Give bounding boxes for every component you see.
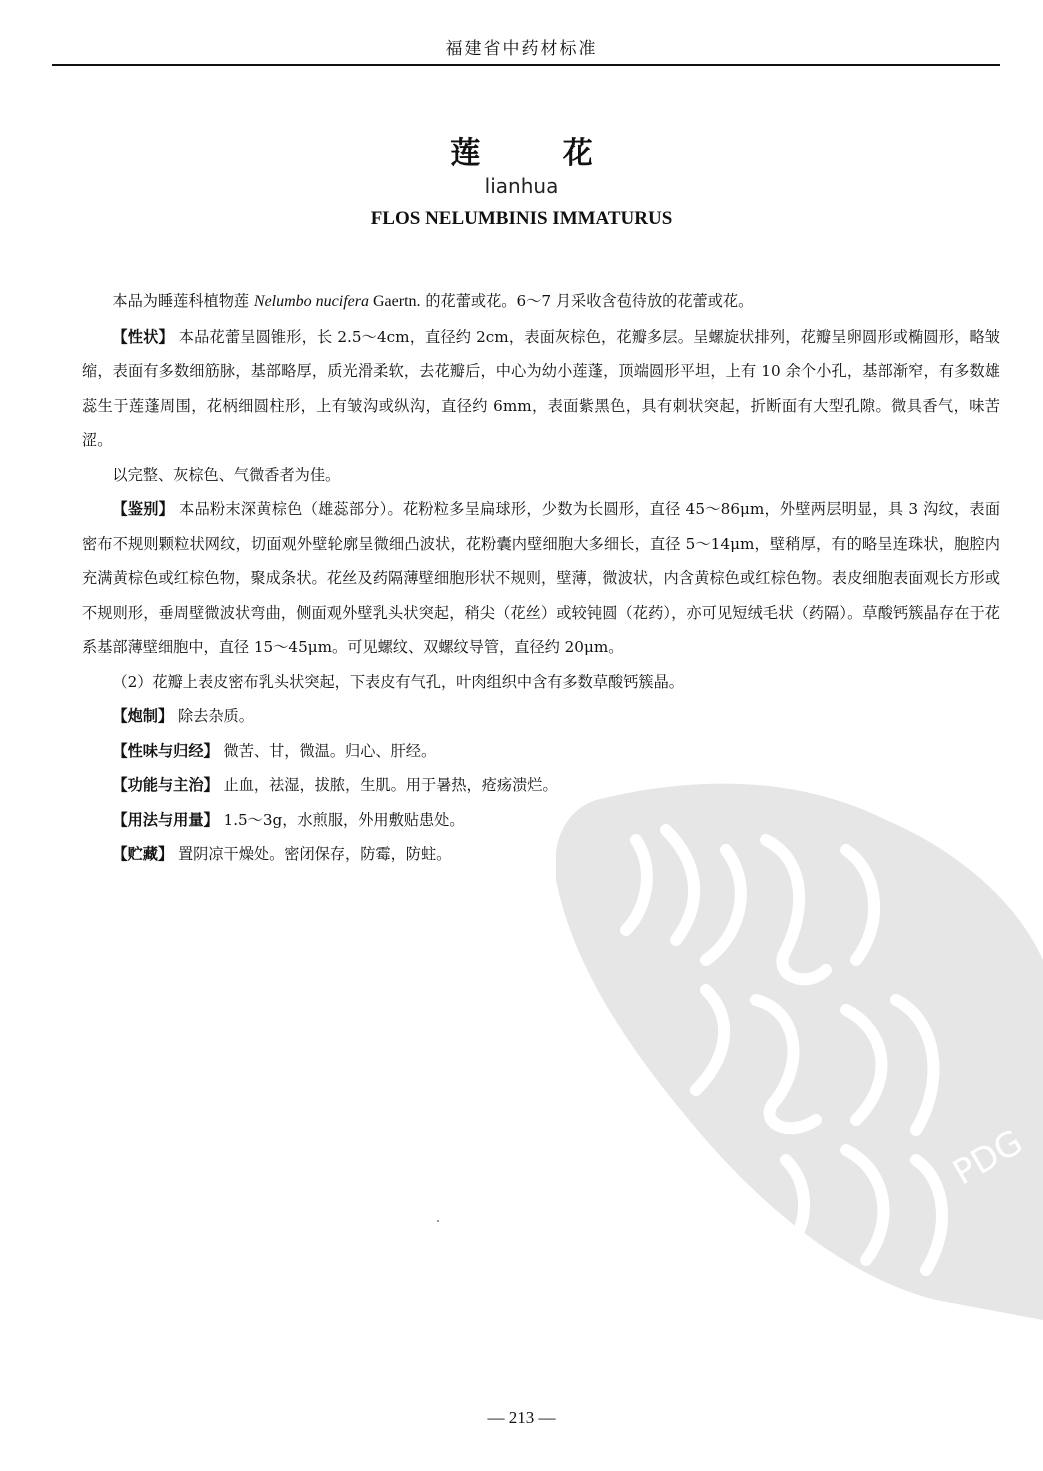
intro-prefix: 本品为睡莲科植物莲	[112, 292, 254, 310]
entry-body	[82, 284, 1000, 872]
quality-note: 以完整、灰棕色、气微香者为佳。	[112, 465, 341, 484]
section-head-jianbie: 【鉴别】	[112, 500, 175, 518]
entry-title: 莲 花	[450, 136, 629, 171]
intro-suffix: 的花蕾或花。6～7 月采收含苞待放的花蕾或花。	[420, 292, 754, 310]
section-text-xingwei: 微苦、甘，微温。归心、肝经。	[218, 741, 437, 760]
intro-paragraph	[82, 284, 1000, 320]
section-head-zhucang: 【贮藏】	[112, 845, 174, 863]
scan-speck	[437, 1220, 439, 1222]
header-rule	[52, 64, 1000, 66]
section-text-paozhi: 除去杂质。	[173, 707, 254, 725]
section-xingwei	[82, 734, 1000, 769]
intro-authority: Gaertn.	[369, 293, 421, 310]
watermark-text: PDG	[946, 1122, 1030, 1194]
page-number: — 213 —	[487, 1408, 556, 1427]
section-text-zhucang: 置阴凉干燥处。密闭保存，防霉，防蛀。	[173, 845, 452, 863]
entry-pinyin: lianhua	[484, 174, 559, 198]
section-gongneng	[82, 768, 1000, 803]
section-xingzhuang	[82, 320, 1000, 458]
intro-species: Nelumbo nucifera	[253, 293, 369, 310]
entry-latin-name: FLOS NELUMBINIS IMMATURUS	[370, 208, 673, 229]
section-text-xingzhuang: 本品花蕾呈圆锥形，长 2.5～4cm，直径约 2cm，表面灰棕色，花瓣多层。呈螺旋状排列，花瓣呈卵圆形或椭圆形，略皱缩，表面有多数细筋脉，基部略厚，质光滑柔软，去花瓣后，中心为幼小莲蓬，顶端圆形平坦，上有 10 余个小孔，基部渐窄，有多数雄蕊生于莲蓬周围，花柄细圆柱形，上有皱沟或纵沟，直径约 6mm，表面紫黑色，具有刺状突起，折断面有大型孔隙。微具香气，味苦涩。	[82, 327, 1001, 449]
section-head-xingzhuang: 【性状】	[112, 327, 174, 346]
running-header: 福建省中药材标准	[445, 39, 598, 59]
section-text-jianbie: 本品粉末深黄棕色（雄蕊部分）。花粉粒多呈扁球形，少数为长圆形，直径 45～86μm，外壁两层明显，具 3 沟纹，表面密布不规则颗粒状网纹，切面观外壁轮廓呈微细凸波状，花粉囊内壁细胞大多细长，直径 5～14μm，壁稍厚，有的略呈连珠状，胞腔内充满黄棕色或红棕色物，聚成条状。花丝及药隔薄壁细胞形状不规则，壁薄，微波状，内含黄棕色或红棕色物。表皮细胞表面观长方形或不规则形，垂周壁微波状弯曲，侧面观外壁乳头状突起，稍尖（花丝）或较钝圆（花药），亦可见短绒毛状（药隔）。草酸钙簇晶存在于花系基部薄壁细胞中，直径 15～45μm。可见螺纹、双螺纹导管，直径约 20μm。	[82, 500, 1001, 656]
section-head-yongfa: 【用法与用量】	[112, 810, 219, 829]
section-paozhi	[82, 699, 1000, 734]
section-zhucang	[82, 837, 1000, 872]
section-yongfa	[82, 803, 1000, 838]
section-head-xingwei: 【性味与归经】	[112, 741, 219, 760]
section-text-yongfa: 1.5～3g，水煎服，外用敷贴患处。	[218, 810, 465, 829]
section-text-gongneng: 止血，祛湿，拔脓，生肌。用于暑热，疮疡溃烂。	[218, 776, 558, 794]
section-head-gongneng: 【功能与主治】	[112, 776, 219, 794]
section-jianbie-2: （2）花瓣上表皮密布乳头状突起，下表皮有气孔，叶肉组织中含有多数草酸钙簇晶。	[112, 672, 684, 691]
section-head-paozhi: 【炮制】	[112, 707, 174, 725]
section-jianbie	[82, 492, 1000, 665]
